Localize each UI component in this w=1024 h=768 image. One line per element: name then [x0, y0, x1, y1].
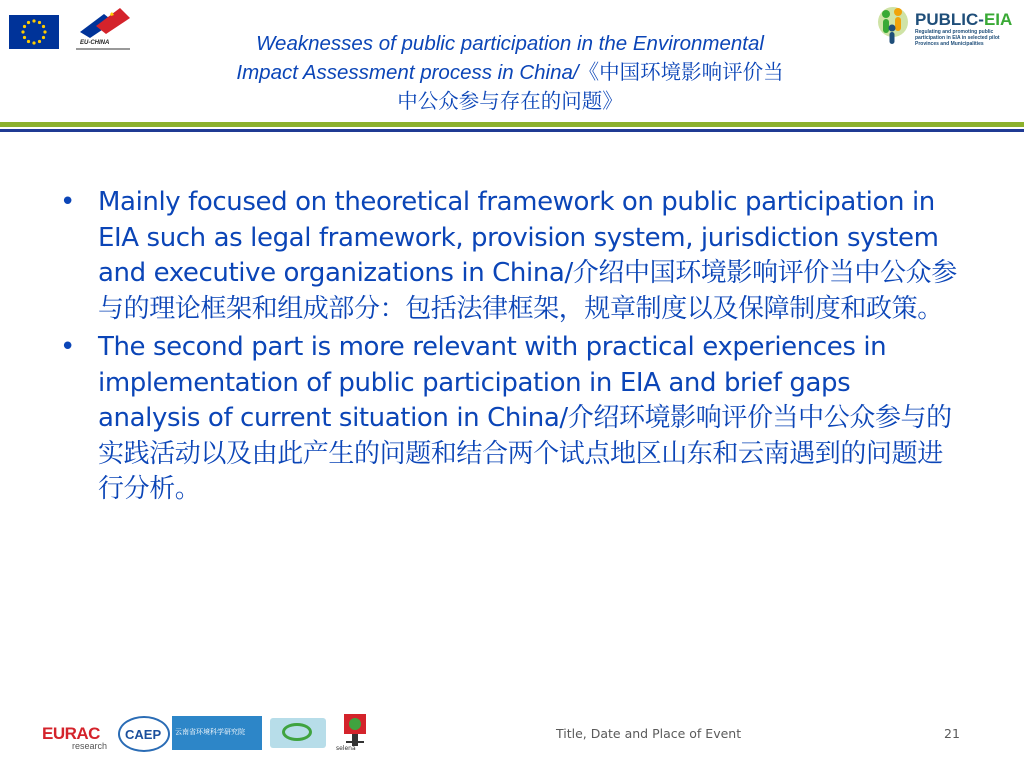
footer-event-text: Title, Date and Place of Event [556, 726, 742, 741]
people-globe-icon [872, 2, 914, 52]
header-divider-blue [0, 129, 1024, 132]
title-line-2 [150, 58, 870, 87]
title-line-3: 中公众参与存在的问题》 [397, 90, 623, 113]
title-line-2-en: Impact Assessment process in China/ [236, 61, 579, 84]
eco-ring-icon [282, 723, 312, 741]
eu-stars-icon [9, 15, 59, 49]
eurac-logo [42, 724, 112, 750]
selena-tower-icon [336, 712, 376, 746]
yunnan-institute-logo [172, 716, 262, 750]
eurac-logo-main: EURAC [42, 724, 100, 743]
eurac-logo-sub: research [72, 741, 108, 751]
eco-logo [270, 718, 326, 748]
slide-number: 21 [944, 726, 960, 741]
eu-china-underline [76, 48, 130, 50]
title-line-2-cn: 《中国环境影响评价当 [578, 61, 784, 84]
title-line-1: Weaknesses of public participation in the Environmental [256, 32, 764, 55]
eu-china-flags-icon [74, 6, 132, 40]
public-eia-title-accent: EIA [983, 10, 1013, 29]
caep-logo-text: CAEP [125, 727, 162, 742]
public-eia-tagline: Regulating and promoting public participation in EIA in selected pilot Provinces and Municipalities [915, 29, 1000, 47]
caep-logo [118, 716, 170, 752]
header-divider-green [0, 122, 1024, 127]
public-eia-title-main: PUBLIC- [915, 10, 984, 29]
eu-flag-logo [9, 15, 59, 49]
slide-title [150, 29, 870, 116]
selena-logo-text: selena [336, 745, 356, 752]
eu-china-text: EU-CHINA [80, 40, 110, 46]
yunnan-logo-text: 云南省环境科学研究院 [175, 728, 245, 736]
bullet-item-2: • The second part is more relevant with practical experiences in implementation of public participation in EIA and brief gaps analysis of current situation in China/介绍环境影响评价当中公众参与的实践活动以及由此产生的问题和结合两个试点地区山东和云南遇到的问题进行分析。 [60, 330, 960, 508]
selena-logo [336, 712, 376, 754]
eu-china-logo [74, 6, 132, 58]
bullet-item-1: • Mainly focused on theoretical framework on public participation in EIA such as legal framework, provision system, jurisdiction system and executive organizations in China/介绍中国环境影响评价当中公众参与的理论框架和组成部分：包括法律框架，规章制度以及保障制度和政策。 [60, 185, 960, 327]
public-eia-logo [872, 2, 1017, 60]
public-eia-title [915, 10, 1012, 30]
bullet-list [60, 185, 960, 511]
